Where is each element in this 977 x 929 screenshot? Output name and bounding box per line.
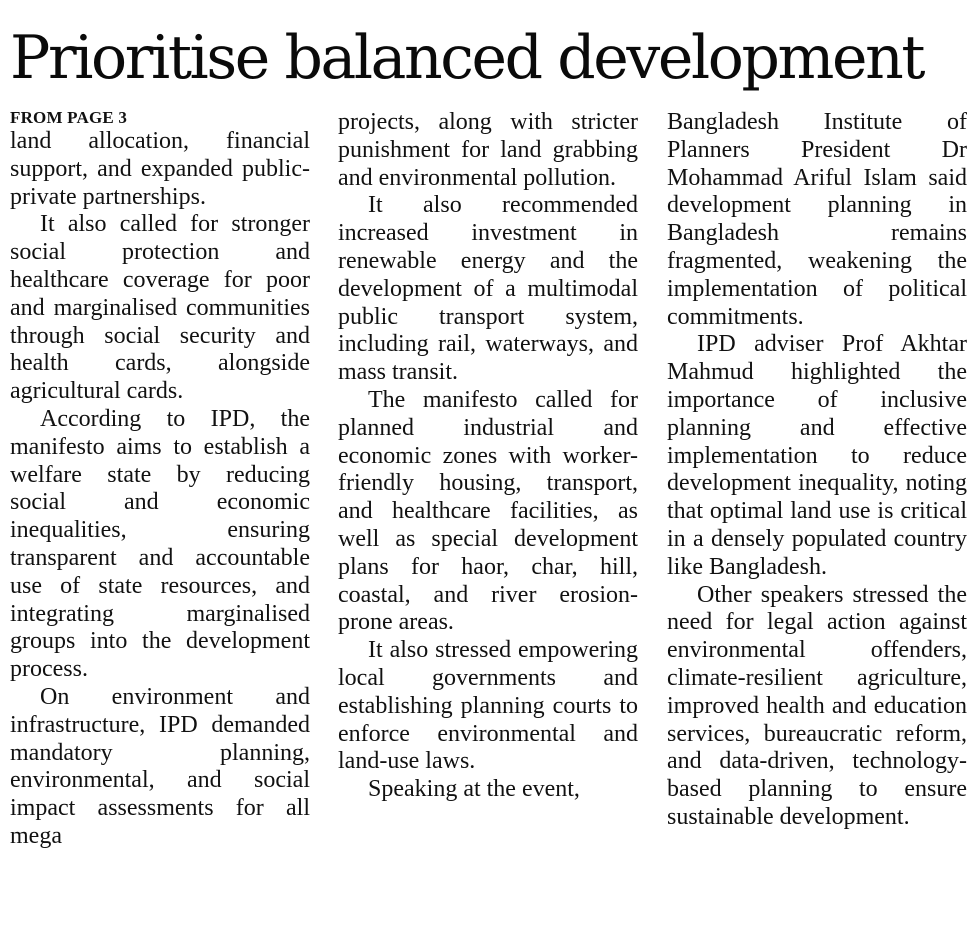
paragraph: Other speakers stressed the need for legal action against environmental offenders, climate-resilient agriculture, improved health and education services, bureaucratic reform, and data-driven, technology-based planning to ensure sustainable development.	[667, 581, 967, 830]
paragraph: According to IPD, the manifesto aims to establish a welfare state by reducing social and economic inequalities, ensuring transparent and accountable use of state resources, and integrating marginalised groups into the development process.	[10, 405, 310, 683]
article-column-1	[10, 108, 310, 851]
paragraph: Speaking at the event,	[368, 776, 580, 803]
paragraph: On environment and infrastructure, IPD demanded mandatory planning, environmental, and social impact assessments for all mega	[10, 683, 310, 849]
paragraph: It also stressed empowering local governments and establishing planning courts to enforce environmental and land-use laws.	[338, 637, 638, 775]
continued-from-label: FROM PAGE 3	[10, 108, 128, 127]
paragraph: Bangladesh Institute of Planners President Dr Mohammad Ariful Islam said development planning in Bangladesh remains fragmented, weakening the implementation of political commitments.	[667, 109, 967, 330]
article-column-3	[667, 108, 967, 832]
paragraph: It also recommended increased investment in renewable energy and the development of a multimodal public transport system, including rail, waterways, and mass transit.	[338, 192, 638, 386]
paragraph: land allocation, financial support, and expanded public-private partnerships.	[10, 128, 310, 210]
article-column-2	[338, 108, 638, 804]
paragraph: It also called for stronger social protection and healthcare coverage for poor and marginalised communities through social security and health cards, alongside agricultural cards.	[10, 211, 310, 405]
paragraph: IPD adviser Prof Akhtar Mahmud highlighted the importance of inclusive planning and effective implementation to reduce development inequality, noting that optimal land use is critical in a densely populated country like Bangladesh.	[667, 331, 967, 580]
paragraph: The manifesto called for planned industrial and economic zones with worker-friendly housing, transport, and healthcare facilities, as well as special development plans for haor, char, hill, coastal, and river erosion-prone areas.	[338, 386, 638, 636]
paragraph: projects, along with stricter punishment for land grabbing and environmental pollution.	[338, 109, 638, 191]
headline: Prioritise balanced development	[10, 23, 924, 93]
